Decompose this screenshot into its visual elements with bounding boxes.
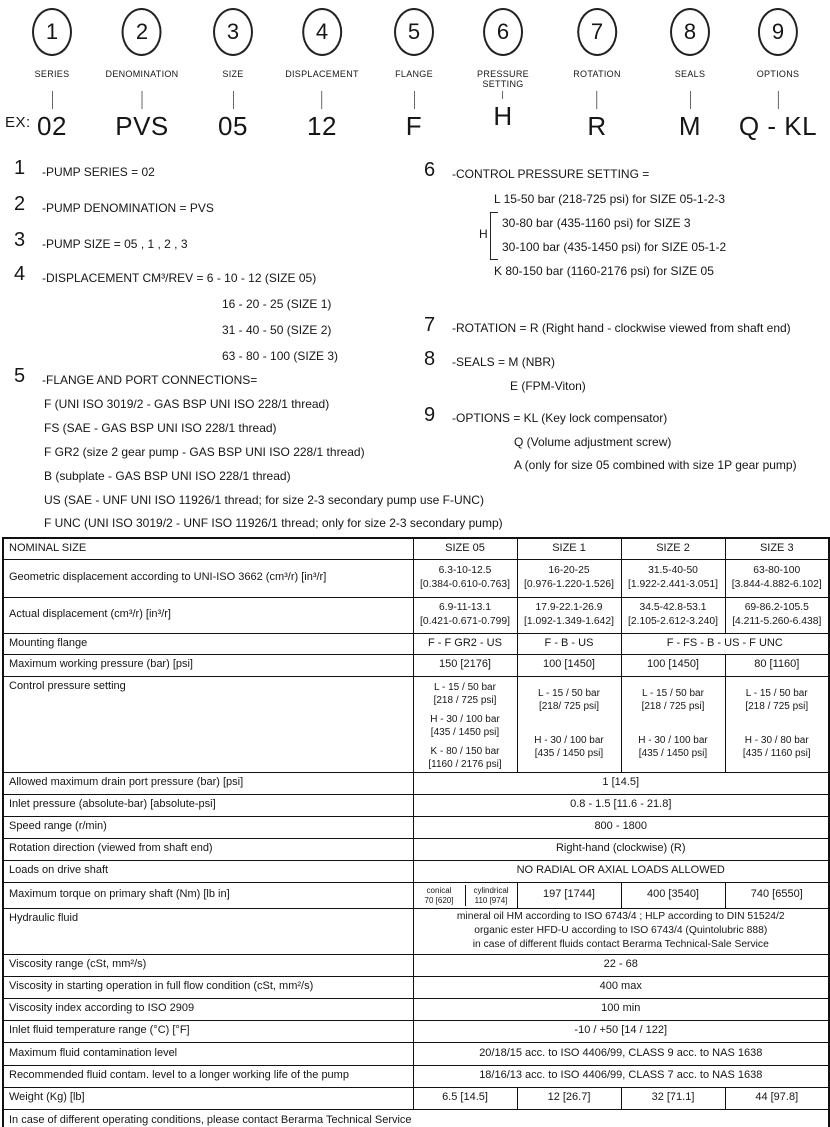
- row-label-inlet-fluid-temperature: Inlet fluid temperature range (°C) [°F]: [3, 1020, 413, 1042]
- legend-number-6: 6: [424, 159, 436, 181]
- cell-ctrl-s1: L - 15 / 50 bar [218/ 725 psi] H - 30 / 100 bar [435 / 1450 psi]: [517, 676, 621, 772]
- code-value: 05: [218, 111, 248, 141]
- cell-flange-s05: F - F GR2 - US: [413, 633, 517, 654]
- ordering-column-rotation: [573, 0, 621, 142]
- legend-displacement: -DISPLACEMENT CM³/REV = 6 - 10 - 12 (SIZE 05): [42, 271, 317, 285]
- legend-flange-fs: FS (SAE - GAS BSP UNI ISO 228/1 thread): [44, 421, 277, 435]
- col-header-size2: SIZE 2: [621, 538, 725, 559]
- ordering-column-displacement: [285, 0, 359, 142]
- connector-line: [690, 91, 691, 109]
- legend-seals-m: -SEALS = M (NBR): [452, 355, 556, 369]
- cell-recommended-contamination-all: 18/16/13 acc. to ISO 4406/99, CLASS 7 acc. to NAS 1638: [413, 1065, 829, 1087]
- row-label-speed-range: Speed range (r/min): [3, 816, 413, 838]
- table-row: [3, 1042, 829, 1065]
- legend-options-kl: -OPTIONS = KL (Key lock compensator): [452, 411, 668, 425]
- cell-contamination-all: 20/18/15 acc. to ISO 4406/99, CLASS 9 acc. to NAS 1638: [413, 1042, 829, 1065]
- connector-line: [233, 91, 234, 109]
- column-label: OPTIONS: [756, 69, 800, 79]
- legend-number-9: 9: [424, 404, 436, 426]
- table-row: [3, 597, 829, 633]
- ordering-column-pressure-setting: [477, 0, 529, 132]
- cell-weight-s2: 32 [71.1]: [621, 1087, 725, 1109]
- col-header-size05: SIZE 05: [413, 538, 517, 559]
- row-label-mounting-flange: Mounting flange: [3, 633, 413, 654]
- table-row: [3, 654, 829, 676]
- cell-weight-s3: 44 [97.8]: [725, 1087, 829, 1109]
- code-value: 02: [37, 111, 67, 141]
- circle-digit: 8: [683, 19, 697, 44]
- circle-digit: 7: [590, 19, 604, 44]
- column-label: FLANGE: [395, 69, 433, 79]
- column-label: SERIES: [34, 69, 70, 79]
- cell-viscosity-starting-all: 400 max: [413, 976, 829, 998]
- row-label-viscosity-index: Viscosity index according to ISO 2909: [3, 998, 413, 1020]
- table-row: [3, 816, 829, 838]
- row-label-loads-on-drive-shaft: Loads on drive shaft: [3, 860, 413, 882]
- cell-act-s1: 17.9-22.1-26.9 [1.092-1.349-1.642]: [517, 597, 621, 633]
- circle-digit: 5: [407, 19, 421, 44]
- code-value: R: [587, 111, 607, 141]
- connector-line: [777, 91, 778, 109]
- table-row: [3, 559, 829, 597]
- legend-pump-denomination: -PUMP DENOMINATION = PVS: [42, 201, 214, 215]
- row-label-max-contamination: Maximum fluid contamination level: [3, 1042, 413, 1065]
- legend-flange-b: B (subplate - GAS BSP UNI ISO 228/1 thread): [44, 469, 291, 483]
- legend-flange-header: -FLANGE AND PORT CONNECTIONS=: [42, 373, 258, 387]
- column-label: DENOMINATION: [105, 69, 179, 79]
- legend-flange-f: F (UNI ISO 3019/2 - GAS BSP UNI ISO 228/1 thread): [44, 397, 330, 411]
- row-label-actual-displacement: Actual displacement (cm³/r) [in³/r]: [3, 597, 413, 633]
- col-header-size3: SIZE 3: [725, 538, 829, 559]
- cell-flange-s1: F - B - US: [517, 633, 621, 654]
- row-label-max-torque: Maximum torque on primary shaft (Nm) [lb in]: [3, 882, 413, 908]
- column-label: PRESSURE SETTING: [477, 69, 529, 89]
- cell-flange-s2-s3: F - FS - B - US - F UNC: [621, 633, 829, 654]
- example-prefix: EX:: [5, 114, 31, 131]
- table-row: [3, 1020, 829, 1042]
- circle-number-5: [394, 8, 434, 56]
- cell-ctrl-s2: L - 15 / 50 bar [218 / 725 psi] H - 30 / 100 bar [435 / 1450 psi]: [621, 676, 725, 772]
- table-row: [3, 976, 829, 998]
- cell-maxp-s1: 100 [1450]: [517, 654, 621, 676]
- cell-geo-s1: 16-20-25 [0.976-1.220-1.526]: [517, 559, 621, 597]
- ordering-column-denomination: [106, 0, 179, 142]
- legend-displacement-size1: 16 - 20 - 25 (SIZE 1): [222, 297, 332, 311]
- table-row: [3, 772, 829, 794]
- ordering-column-flange: [394, 0, 434, 142]
- cell-maxp-s2: 100 [1450]: [621, 654, 725, 676]
- code-value: Q - KL: [738, 111, 818, 141]
- column-label: ROTATION: [573, 69, 621, 79]
- table-row: [3, 1087, 829, 1109]
- connector-line: [597, 91, 598, 109]
- code-value: PVS: [115, 111, 169, 141]
- torque-cylindrical: cylindrical 110 [974]: [473, 885, 509, 905]
- table-row: [3, 998, 829, 1020]
- row-label-nominal-size: NOMINAL SIZE: [3, 538, 413, 559]
- table-row: [3, 633, 829, 654]
- circle-number-7: [577, 8, 617, 56]
- legend-options-q: Q (Volume adjustment screw): [514, 435, 672, 449]
- cell-geo-s05: 6.3-10-12.5 [0.384-0.610-0.763]: [413, 559, 517, 597]
- cell-temperature-all: -10 / +50 [14 / 122]: [413, 1020, 829, 1042]
- cell-viscosity-index-all: 100 min: [413, 998, 829, 1020]
- circle-digit: 4: [315, 19, 329, 44]
- circle-digit: 3: [226, 19, 240, 44]
- table-row: [3, 954, 829, 976]
- row-label-viscosity-range: Viscosity range (cSt, mm²/s): [3, 954, 413, 976]
- cell-torque-s3: 740 [6550]: [725, 882, 829, 908]
- cell-weight-s05: 6.5 [14.5]: [413, 1087, 517, 1109]
- cell-act-s3: 69-86.2-105.5 [4.211-5.260-6.438]: [725, 597, 829, 633]
- legend-displacement-size3: 63 - 80 - 100 (SIZE 3): [222, 349, 339, 363]
- code-value: 12: [307, 111, 337, 141]
- cell-inlet-all: 0.8 - 1.5 [11.6 - 21.8]: [413, 794, 829, 816]
- cell-ctrl-s05: L - 15 / 50 bar [218 / 725 psi] H - 30 / 100 bar [435 / 1450 psi] K - 80 / 150 bar [1160 / 2176 psi]: [413, 676, 517, 772]
- legend-number-4: 4: [14, 263, 26, 285]
- code-value: M: [678, 111, 702, 141]
- table-row: [3, 860, 829, 882]
- cell-speed-all: 800 - 1800: [413, 816, 829, 838]
- legend-pump-series: -PUMP SERIES = 02: [42, 165, 155, 179]
- cell-viscosity-all: 22 - 68: [413, 954, 829, 976]
- table-row: [3, 794, 829, 816]
- row-label-rotation-direction: Rotation direction (viewed from shaft end): [3, 838, 413, 860]
- connector-line: [502, 91, 503, 99]
- table-row: [3, 1065, 829, 1087]
- circle-digit: 1: [45, 19, 59, 44]
- column-label: SEALS: [674, 69, 706, 79]
- cell-loads-all: NO RADIAL OR AXIAL LOADS ALLOWED: [413, 860, 829, 882]
- legend-control-pressure-header: -CONTROL PRESSURE SETTING =: [452, 167, 650, 181]
- legend-displacement-size2: 31 - 40 - 50 (SIZE 2): [222, 323, 332, 337]
- cell-maxp-s3: 80 [1160]: [725, 654, 829, 676]
- ordering-column-size: [213, 0, 253, 142]
- table-row: [3, 882, 829, 908]
- legend-pump-size: -PUMP SIZE = 05 , 1 , 2 , 3: [42, 237, 188, 251]
- legend-flange-func: F UNC (UNI ISO 3019/2 - UNF ISO 11926/1 thread; only for size 2-3 secondary pump): [44, 516, 503, 530]
- circle-number-3: [213, 8, 253, 56]
- cell-drain-all: 1 [14.5]: [413, 772, 829, 794]
- legend-number-2: 2: [14, 193, 26, 215]
- cell-fluid-all: mineral oil HM according to ISO 6743/4 ; HLP according to DIN 51524/2 organic ester HFD-U according to ISO 6743/4 (Quintolubric 888) in case of different fluids contact Berarma Technical-Sale Service: [413, 908, 829, 954]
- col-header-size1: SIZE 1: [517, 538, 621, 559]
- circle-number-6: [483, 8, 523, 56]
- h-bracket: [490, 212, 498, 260]
- row-label-recommended-contamination: Recommended fluid contam. level to a longer working life of the pump: [3, 1065, 413, 1087]
- connector-line: [142, 91, 143, 109]
- table-row: [3, 676, 829, 772]
- legend-number-8: 8: [424, 348, 436, 370]
- row-label-geometric-displacement: Geometric displacement according to UNI-ISO 3662 (cm³/r) [in³/r]: [3, 559, 413, 597]
- legend-control-pressure-h1: 30-80 bar (435-1160 psi) for SIZE 3: [502, 216, 691, 230]
- cell-act-s05: 6.9-11-13.1 [0.421-0.671-0.799]: [413, 597, 517, 633]
- circle-number-2: [122, 8, 162, 56]
- table-row: [3, 908, 829, 954]
- connector-line: [414, 91, 415, 109]
- legend-number-3: 3: [14, 229, 26, 251]
- ordering-column-series: [32, 0, 72, 142]
- legend-number-5: 5: [14, 365, 26, 387]
- table-row: [3, 538, 829, 559]
- row-label-weight: Weight (Kg) [lb]: [3, 1087, 413, 1109]
- cell-torque-s1: 197 [1744]: [517, 882, 621, 908]
- legend-control-pressure-h-letter: H: [479, 227, 488, 241]
- legend-rotation: -ROTATION = R (Right hand - clockwise viewed from shaft end): [452, 321, 791, 335]
- row-label-hydraulic-fluid: Hydraulic fluid: [3, 908, 413, 954]
- ordering-column-options: [739, 0, 817, 142]
- column-label: DISPLACEMENT: [285, 69, 359, 79]
- legend-control-pressure-k: K 80-150 bar (1160-2176 psi) for SIZE 05: [494, 264, 714, 278]
- legend-number-1: 1: [14, 157, 26, 179]
- circle-number-9: [758, 8, 798, 56]
- legend-seals-e: E (FPM-Viton): [510, 379, 586, 393]
- table-footer-note: In case of different operating conditions, please contact Berarma Technical Service: [3, 1109, 829, 1127]
- row-label-max-working-pressure: Maximum working pressure (bar) [psi]: [3, 654, 413, 676]
- legend-number-7: 7: [424, 314, 436, 336]
- cell-torque-s2: 400 [3540]: [621, 882, 725, 908]
- ordering-column-seals: [670, 0, 710, 142]
- circle-number-8: [670, 8, 710, 56]
- column-label: SIZE: [222, 69, 244, 79]
- code-value: F: [405, 111, 423, 141]
- code-value: H: [493, 101, 513, 131]
- circle-digit: 9: [771, 19, 785, 44]
- connector-line: [52, 91, 53, 109]
- cell-maxp-s05: 150 [2176]: [413, 654, 517, 676]
- connector-line: [322, 91, 323, 109]
- cell-geo-s2: 31.5-40-50 [1.922-2.441-3.051]: [621, 559, 725, 597]
- row-label-viscosity-starting: Viscosity in starting operation in full flow condition (cSt, mm²/s): [3, 976, 413, 998]
- cell-act-s2: 34.5-42.8-53.1 [2.105-2.612-3.240]: [621, 597, 725, 633]
- circle-number-1: [32, 8, 72, 56]
- table-row: [3, 1109, 829, 1127]
- circle-digit: 2: [135, 19, 149, 44]
- cell-weight-s1: 12 [26.7]: [517, 1087, 621, 1109]
- cell-torque-s05: [413, 882, 517, 908]
- cell-geo-s3: 63-80-100 [3.844-4.882-6.102]: [725, 559, 829, 597]
- legend-control-pressure-l: L 15-50 bar (218-725 psi) for SIZE 05-1-2-3: [494, 192, 726, 206]
- row-label-control-pressure-setting: Control pressure setting: [3, 676, 413, 772]
- spec-table: [2, 537, 830, 1127]
- legend-control-pressure-h2: 30-100 bar (435-1450 psi) for SIZE 05-1-2: [502, 240, 727, 254]
- torque-conical: conical 70 [620]: [414, 885, 466, 906]
- table-row: [3, 838, 829, 860]
- legend-flange-fgr2: F GR2 (size 2 gear pump - GAS BSP UNI ISO 228/1 thread): [44, 445, 365, 459]
- row-label-drain-port-pressure: Allowed maximum drain port pressure (bar) [psi]: [3, 772, 413, 794]
- cell-rotation-all: Right-hand (clockwise) (R): [413, 838, 829, 860]
- circle-digit: 6: [496, 19, 510, 44]
- cell-ctrl-s3: L - 15 / 50 bar [218 / 725 psi] H - 30 / 80 bar [435 / 1160 psi]: [725, 676, 829, 772]
- circle-number-4: [302, 8, 342, 56]
- legend-options-a: A (only for size 05 combined with size 1P gear pump): [514, 458, 797, 472]
- row-label-inlet-pressure: Inlet pressure (absolute-bar) [absolute-psi]: [3, 794, 413, 816]
- legend-flange-us: US (SAE - UNF UNI ISO 11926/1 thread; for size 2-3 secondary pump use F-UNC): [44, 493, 484, 507]
